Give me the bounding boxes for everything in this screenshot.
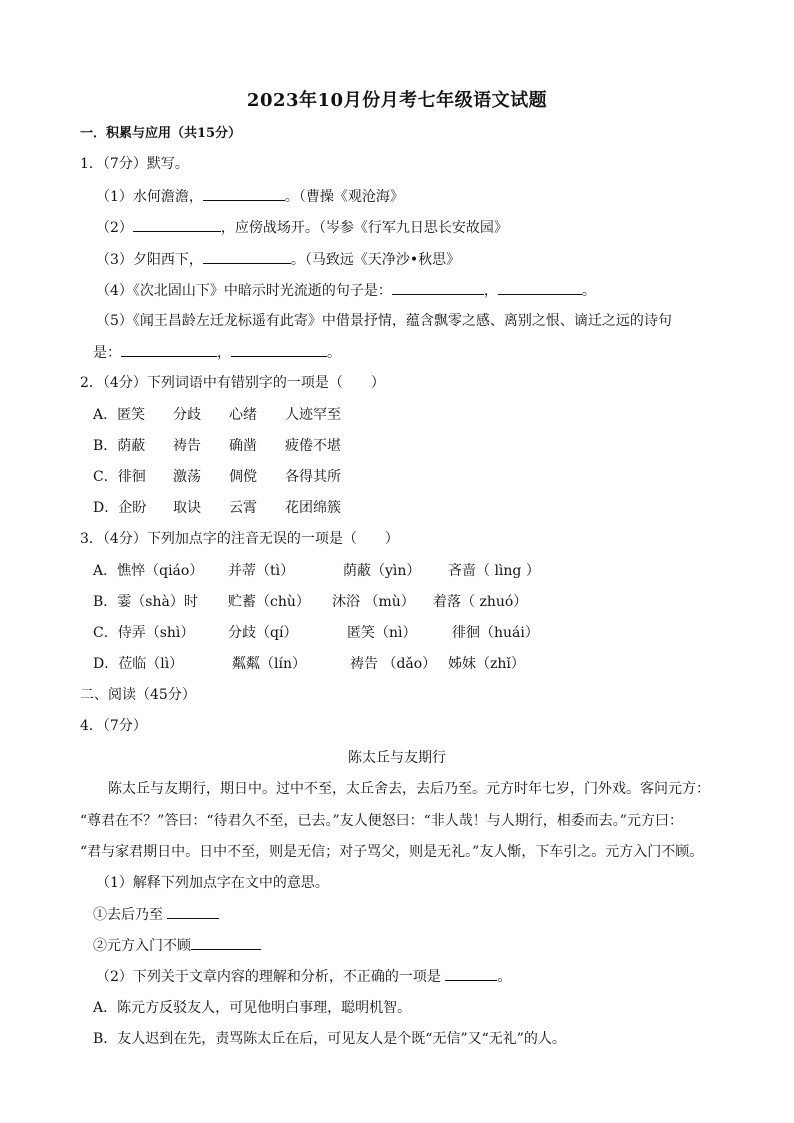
option-word: 各得其所 [285,469,341,485]
option-word: 吝啬（ lìng ） [448,563,540,579]
q4-sub-1-item-1-text: ①去后乃至 [93,907,163,923]
passage-line: “尊君在不？”答曰：“待君久不至，已去。”友人便怒曰：“非人哉！与人期行，相委而去。”元方曰： [80,813,683,829]
q1-item-2-source: ，应傍战场开。（岑参《行军九日思长安故园》 [220,220,508,236]
q4-sub-1-item-2-text: ②元方入门不顾 [93,938,191,954]
question-1-heading: 1．（7分）默写。 [80,156,189,172]
option-word: 祷告 [173,438,201,454]
option-word: 粼粼（lín） [232,656,306,672]
option-word: 沐浴 （mù） [332,594,415,610]
option-word: 并蒂（tì） [228,563,295,579]
q1-item-1 [96,186,404,207]
answer-blank[interactable] [203,186,285,201]
q1-item-3 [96,249,460,270]
answer-blank[interactable] [445,966,497,981]
option-word: 祷告 （dǎo） [350,656,437,672]
q1-item-5-sep: ， [217,345,231,361]
section-heading-accumulation: 一．积累与应用（共15分） [80,126,242,141]
answer-blank[interactable] [231,342,327,357]
q1-item-5-end: 。 [327,345,341,361]
option-word: 荫蔽（yìn） [343,563,421,579]
question-2-heading: 2．（4分）下列词语中有错别字的一项是（ ） [80,375,385,391]
option-b[interactable]: B．霎（shà）时 [93,594,198,610]
passage-line: 陈太丘与友期行，期日中。过中不至，太丘舍去，去后乃至。元方时年七岁，门外戏。客问元方： [108,781,710,797]
answer-blank[interactable] [121,342,217,357]
option-word: 贮蓄（chù） [228,594,310,610]
question-4-heading: 4．（7分） [80,718,147,734]
option-word: 倜傥 [229,469,257,485]
q4-sub-question-1: （1）解释下列加点字在文中的意思。 [96,875,329,891]
option-d[interactable]: D．莅临（lì） [93,656,184,672]
q4-sub-2-text: （2）下列关于文章内容的理解和分析，不正确的一项是 [96,969,441,985]
option-word: 人迹罕至 [285,407,341,423]
q1-item-4-text: （4）《次北固山下》中暗示时光流逝的句子是： [96,283,392,299]
q4-sub-1-item-2 [93,935,261,956]
answer-blank[interactable] [498,280,582,295]
passage-title: 陈太丘与友期行 [348,750,446,766]
option-word: 匿笑（nì） [347,625,417,641]
q1-item-2-text: （2） [96,220,133,236]
option-word: 云霄 [229,500,257,516]
option-word: 心绪 [229,407,257,423]
option-b[interactable]: B．友人迟到在先，责骂陈太丘在后，可见友人是个既“无信”又“无礼”的人。 [93,1031,566,1047]
answer-blank[interactable] [392,280,484,295]
question-3-heading: 3．（4分）下列加点字的注音无误的一项是（ ） [80,531,399,547]
answer-blank[interactable] [203,249,291,264]
answer-blank[interactable] [167,904,219,919]
option-c[interactable]: C．侍弄（shì） [93,625,195,641]
option-word: 姊妹（zhǐ） [448,656,525,672]
passage-line: “君与家君期日中。日中不至，则是无信；对子骂父，则是无礼。”友人惭，下车引之。元方入门不顾。 [80,844,704,860]
exam-title: 2023年10月份月考七年级语文试题 [246,90,548,111]
option-word: 分歧（qí） [228,625,298,641]
q1-item-3-source: 。（马致远《天净沙•秋思》 [290,252,461,268]
q4-sub-1-item-1 [93,904,219,925]
option-a[interactable]: A．匿笑 [93,407,146,423]
option-d[interactable]: D．企盼 [93,500,147,516]
q1-item-5-cont [93,342,341,363]
q1-item-4 [96,280,596,301]
option-word: 确凿 [229,438,257,454]
option-word: 花团绵簇 [285,500,341,516]
option-b[interactable]: B．荫蔽 [93,438,146,454]
option-a[interactable]: A．憔悴（qiáo） [93,563,204,579]
option-word: 疲倦不堪 [285,438,341,454]
option-a[interactable]: A．陈元方反驳友人，可见他明白事理，聪明机智。 [93,1000,412,1016]
q1-item-1-text: （1）水何澹澹， [96,189,203,205]
option-word: 徘徊（huái） [452,625,539,641]
q1-item-4-sep: ， [483,283,498,299]
option-word: 分歧 [173,407,201,423]
q1-item-3-text: （3）夕阳西下， [96,252,203,268]
option-word: 取诀 [173,500,201,516]
q1-item-1-source: 。（曹操《观沧海》 [284,189,404,205]
q1-item-2 [96,217,508,238]
section-heading-reading: 二、阅读（45分） [80,687,196,703]
answer-blank[interactable] [191,935,261,950]
q4-sub-2-end: 。 [497,969,512,985]
answer-blank[interactable] [133,217,221,232]
q1-item-5: （5）《闻王昌龄左迁龙标遥有此寄》中借景抒情，蕴含飘零之感、离别之恨、谪迁之远的诗句 [96,313,672,329]
q1-item-4-end: 。 [581,283,596,299]
q1-item-5-label: 是： [93,345,121,361]
option-word: 激荡 [173,469,201,485]
option-word: 着落（ zhuó） [433,594,528,610]
option-c[interactable]: C．徘徊 [93,469,146,485]
q4-sub-question-2 [96,966,511,987]
